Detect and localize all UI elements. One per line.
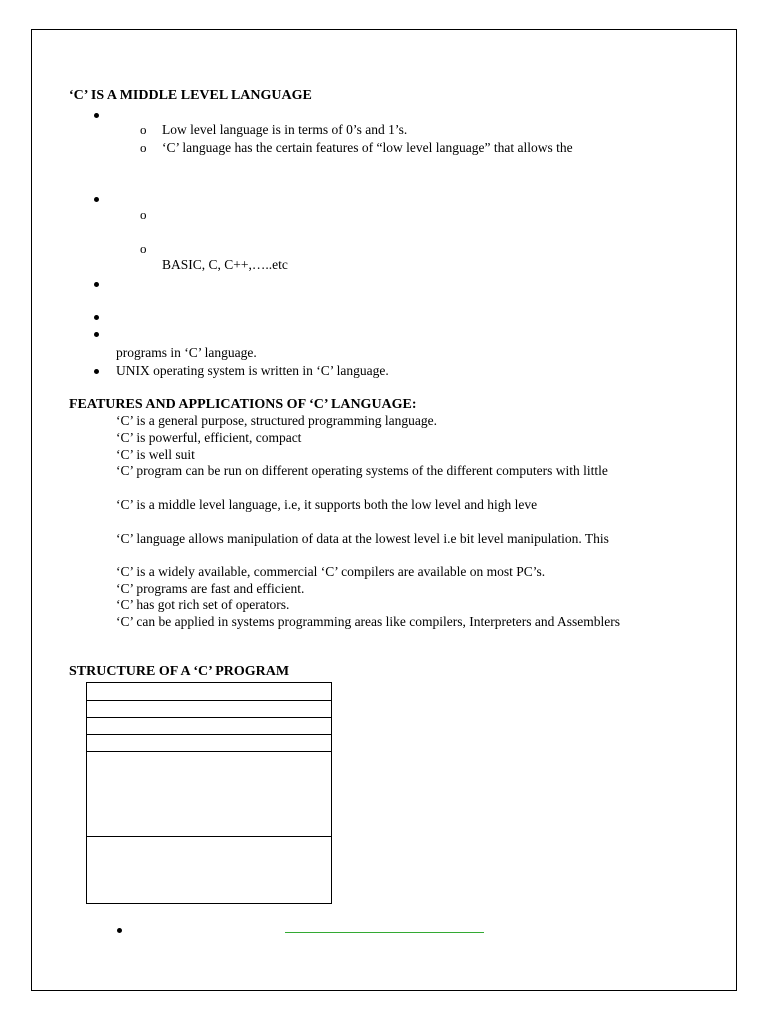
circle-bullet: o bbox=[140, 140, 147, 155]
bullet bbox=[94, 332, 99, 337]
feature-item: ‘C’ can be applied in systems programming areas like compilers, Interpreters and Assemblers bbox=[116, 614, 620, 629]
programs-line: programs in ‘C’ language. bbox=[116, 345, 257, 360]
structure-box bbox=[86, 751, 332, 837]
unix-line: UNIX operating system is written in ‘C’ language. bbox=[116, 363, 389, 378]
structure-box bbox=[86, 717, 332, 735]
circle-bullet: o bbox=[140, 241, 147, 256]
hyperlink-underline[interactable] bbox=[285, 932, 484, 933]
feature-item: ‘C’ has got rich set of operators. bbox=[116, 597, 290, 612]
structure-box bbox=[86, 700, 332, 718]
bullet bbox=[117, 928, 122, 933]
languages-list: BASIC, C, C++,…..etc bbox=[162, 257, 288, 272]
feature-item: ‘C’ is a middle level language, i.e, it supports both the low level and high leve bbox=[116, 497, 538, 512]
structure-box bbox=[86, 682, 332, 701]
feature-item: ‘C’ is powerful, efficient, compact bbox=[116, 430, 302, 445]
heading-features: FEATURES AND APPLICATIONS OF ‘C’ LANGUAGE: bbox=[69, 397, 417, 412]
structure-box bbox=[86, 836, 332, 904]
feature-item: ‘C’ is well suit bbox=[116, 447, 195, 462]
heading-structure: STRUCTURE OF A ‘C’ PROGRAM bbox=[69, 664, 290, 679]
feature-item: ‘C’ language allows manipulation of data at the lowest level i.e bit level manipulation. This bbox=[116, 531, 609, 546]
heading-middle-level: ‘C’ IS A MIDDLE LEVEL LANGUAGE bbox=[69, 88, 312, 103]
sub-item-low-level: Low level language is in terms of 0’s and 1’s. bbox=[162, 122, 408, 137]
bullet bbox=[94, 315, 99, 320]
feature-item: ‘C’ is a general purpose, structured programming language. bbox=[116, 413, 438, 428]
feature-item: ‘C’ programs are fast and efficient. bbox=[116, 581, 305, 596]
circle-bullet: o bbox=[140, 207, 147, 222]
bullet bbox=[94, 197, 99, 202]
structure-box bbox=[86, 734, 332, 752]
bullet bbox=[94, 282, 99, 287]
bullet bbox=[94, 113, 99, 118]
feature-item: ‘C’ is a widely available, commercial ‘C’ compilers are available on most PC’s. bbox=[116, 564, 546, 579]
circle-bullet: o bbox=[140, 122, 147, 137]
sub-item-features: ‘C’ language has the certain features of “low level language” that allows the bbox=[162, 140, 573, 155]
bullet bbox=[94, 369, 99, 374]
feature-item: ‘C’ program can be run on different operating systems of the different computers with little bbox=[116, 463, 608, 478]
